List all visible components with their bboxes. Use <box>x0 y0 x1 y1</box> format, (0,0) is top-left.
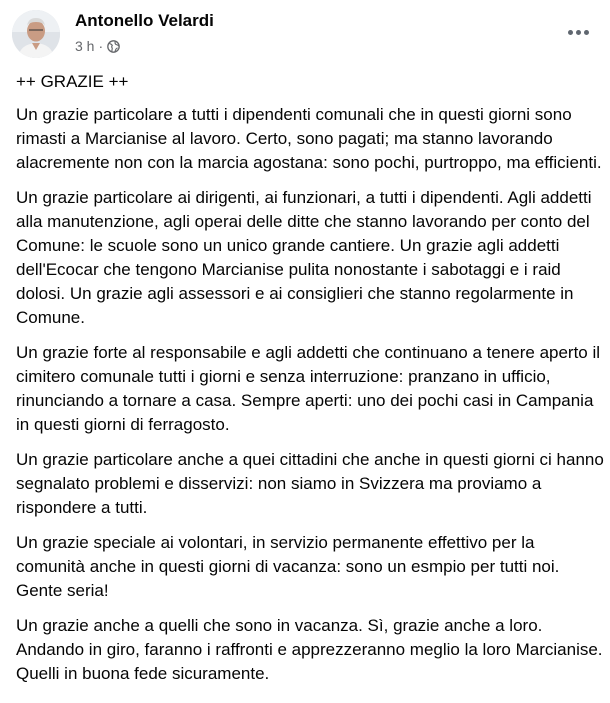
post-paragraph: Un grazie particolare anche a quei cittadini che anche in questi giorni ci hanno segnalato problemi e disservizi: non siamo in Svizzera ma proviamo a rispondere a tutti. <box>16 450 604 517</box>
post-text <box>16 70 604 697</box>
post-paragraph: Un grazie anche a quelli che sono in vacanza. Sì, grazie anche a loro. Andando in giro, faranno i raffronti e apprezzeranno meglio la loro Marcianise. Quelli in buona fede sicuramente. <box>16 616 603 683</box>
avatar-image <box>12 10 60 58</box>
post-timestamp[interactable]: 3 h <box>75 38 95 54</box>
more-dot <box>568 30 573 35</box>
author-avatar[interactable] <box>12 10 60 58</box>
post-paragraph: Un grazie particolare a tutti i dipendenti comunali che in questi giorni sono rimasti a Marcianise al lavoro. Certo, sono pagati; ma stanno lavorando alacremente non con la marcia agostana: sono pochi, purtroppo, ma efficienti. <box>16 105 602 172</box>
more-options-icon[interactable] <box>560 18 596 46</box>
author-name[interactable]: Antonello Velardi <box>75 11 214 30</box>
post-meta <box>75 37 120 55</box>
post-paragraph: Un grazie forte al responsabile e agli addetti che continuano a tenere aperto il cimitero comunale tutti i giorni e senza interruzione: pranzano in ufficio, rinunciando a tornare a casa. Sempre aperti: uno dei pochi casi in Campania in questi giorni di ferragosto. <box>16 343 601 434</box>
meta-separator: · <box>98 38 104 54</box>
more-dot <box>576 30 581 35</box>
post-heading: ++ GRAZIE ++ <box>16 72 129 91</box>
post-paragraph: Un grazie particolare ai dirigenti, ai funzionari, a tutti i dipendenti. Agli addetti alla manutenzione, agli operai delle ditte che stanno lavorando per conto del Comune: le scuole sono un unico grande cantiere. Un grazie agli addetti dell'Ecocar che tengono Marcianise pulita nonostante i sabotaggi e i raid dolosi. Un grazie agli assessori e ai consiglieri che stanno regolarmente in Comune. <box>16 188 592 327</box>
globe-icon[interactable] <box>107 40 120 53</box>
more-dot <box>584 30 589 35</box>
post-header <box>0 0 610 70</box>
post-paragraph: Un grazie speciale ai volontari, in servizio permanente effettivo per la comunità anche in questi giorni di vacanza: sono un esmpio per tutti noi. Gente seria! <box>16 533 560 600</box>
